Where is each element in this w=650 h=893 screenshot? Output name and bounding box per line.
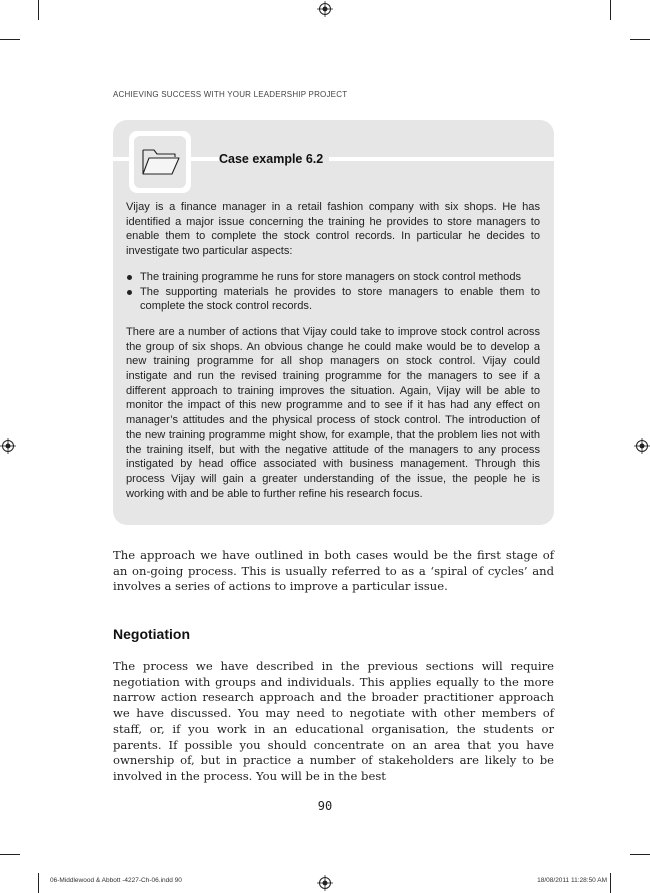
section-heading: Negotiation	[113, 626, 190, 642]
slug-file: 06-Middlewood & Abbott -4227-Ch-06.indd 90	[50, 877, 182, 884]
case-title: Case example 6.2	[219, 152, 329, 166]
body-paragraph-2: The process we have described in the previous sections will require negotiation with groups and individuals. This applies equally to the more narrow action research approach and the broader practitioner approach we have discussed. You may need to negotiate with other members of staff, or, if you work in an educational organisation, the students or parents. If possible you should concentrate on an area that you have ownership of, but in practice a number of stakeholders are likely to be involved in the process. You will be in the best	[113, 659, 554, 783]
crop-mark	[630, 39, 650, 40]
body-paragraph-1: The approach we have outlined in both cases would be the first stage of an on-going process. This is usually referred to as a ‘spiral of cycles’ and involves a series of actions to improve a particular issue.	[113, 548, 554, 594]
crop-mark	[38, 873, 39, 893]
crop-mark	[610, 0, 611, 20]
page-number: 90	[317, 799, 333, 813]
case-body	[126, 200, 540, 512]
registration-mark-icon	[317, 1, 333, 17]
case-intro: Vijay is a finance manager in a retail fashion company with six shops. He has identified a major issue concerning the training he provides to store managers to enable them to complete the stock control records. In particular he decides to investigate two particular aspects:	[126, 201, 540, 258]
list-item: The supporting materials he provides to store managers to enable them to complete the stock control records.	[140, 285, 540, 313]
slug-timestamp: 18/08/2011 11:28:50 AM	[537, 877, 607, 884]
registration-mark-icon	[634, 438, 650, 454]
registration-mark-icon	[317, 875, 333, 891]
list-item: The training programme he runs for store managers on stock control methods	[140, 270, 540, 285]
case-example-box	[113, 120, 554, 525]
registration-mark-icon	[0, 438, 16, 454]
case-icon-frame	[129, 131, 191, 193]
crop-mark	[38, 0, 39, 20]
case-bullet-list	[126, 270, 540, 314]
crop-mark	[0, 854, 20, 855]
crop-mark	[630, 854, 650, 855]
case-conclusion: There are a number of actions that Vijay could take to improve stock control across the group of six shops. An obvious change he could make would be to develop a new training programme for all shop managers on stock control. Vijay could instigate and run the revised training programme for the managers to see if a different approach to training improves the situation. Again, Vijay will be able to monitor the impact of this new programme and to see if it has had any effect on manager’s attitudes and the physical process of stock control. The introduction of the new training programme might show, for example, that the problem lies not with the training itself, but with the negative attitude of the managers to any process instigated by head office associated with business management. Through this process Vijay will gain a greater understanding of the issue, the people he is working with and be able to further refine his research focus.	[126, 325, 540, 500]
running-head: ACHIEVING SUCCESS WITH YOUR LEADERSHIP PROJECT	[113, 90, 348, 99]
crop-mark	[610, 873, 611, 893]
crop-mark	[0, 39, 20, 40]
folder-icon	[134, 136, 186, 188]
